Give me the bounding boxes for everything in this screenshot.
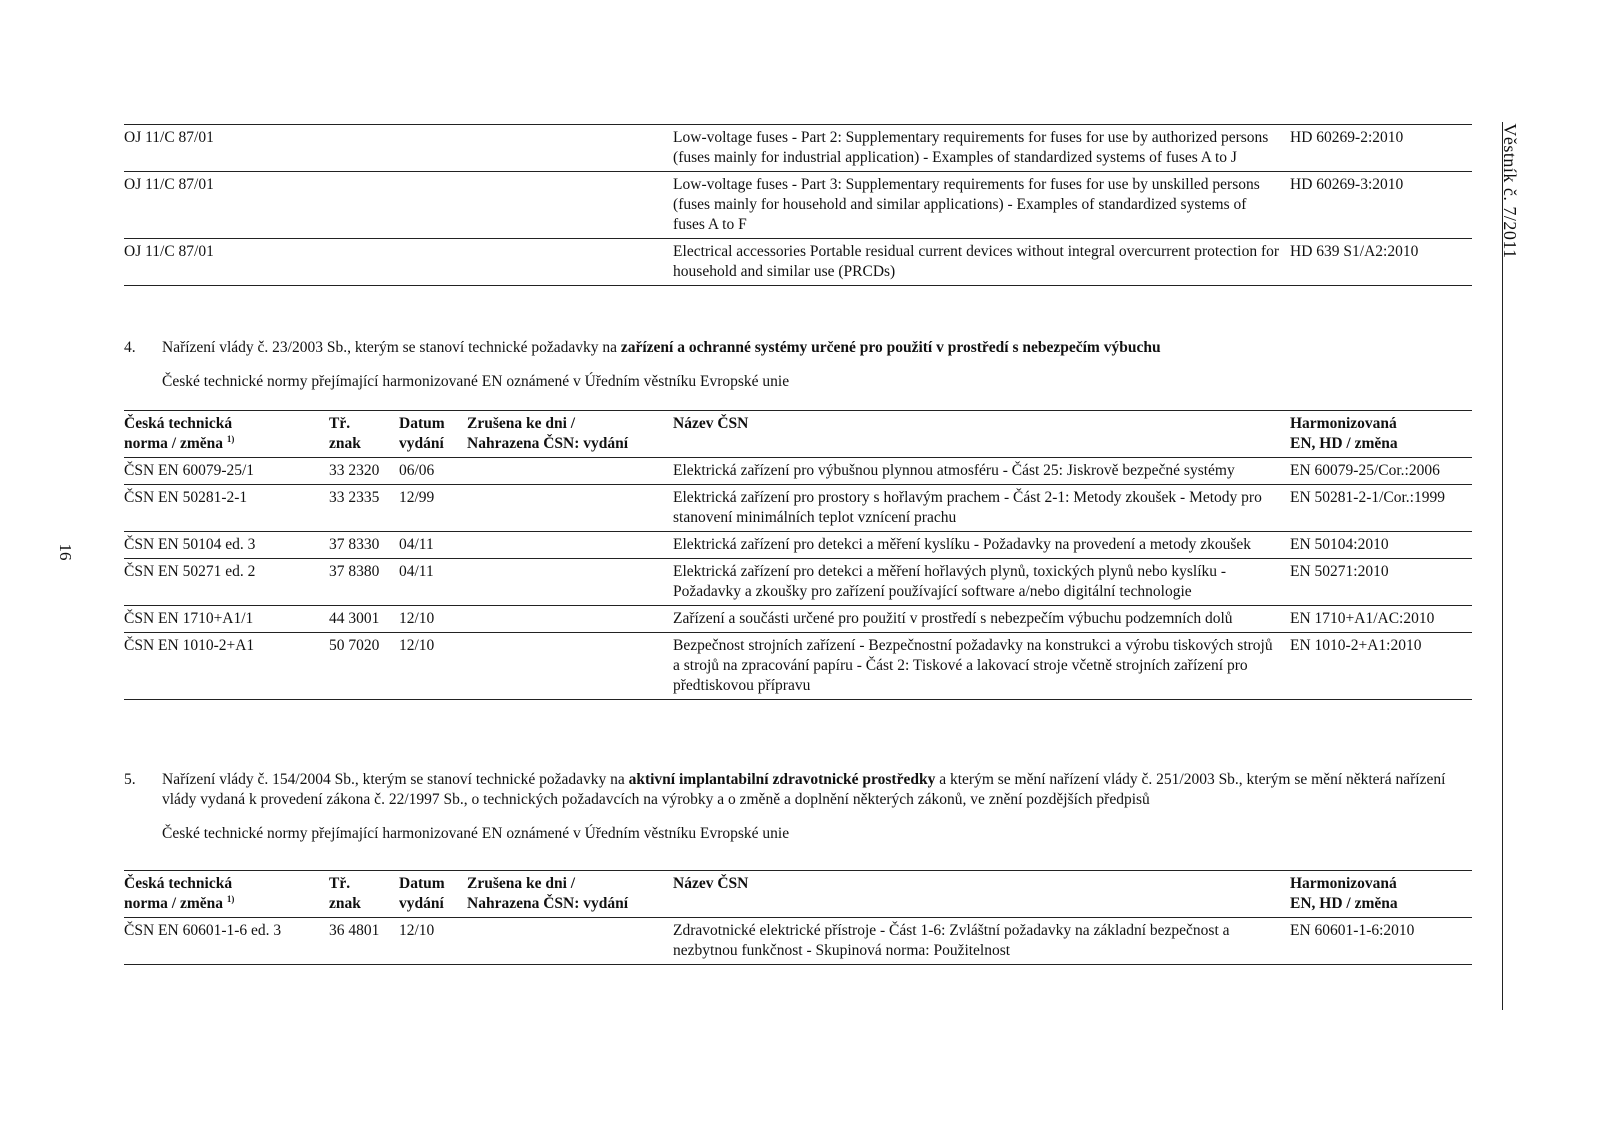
section-4-table [124, 410, 1472, 700]
harmonized-standard: EN 60601-1-6:2010 [1290, 918, 1472, 965]
standard-title: Bezpečnost strojních zařízení - Bezpečnostní požadavky na konstrukci a výrobu tiskových strojů a strojů na zpracování papíru - Část 2: Tiskové a lakovací stroje včetně strojních zařízení pro předtiskovou přípravu [673, 633, 1290, 700]
csn-norm: ČSN EN 60601-1-6 ed. 3 [124, 918, 329, 965]
table-row [124, 918, 1472, 965]
side-divider [1502, 122, 1503, 1010]
harmonized-standard: EN 50281-2-1/Cor.:1999 [1290, 485, 1472, 532]
table-row [124, 633, 1472, 700]
table-row [124, 485, 1472, 532]
withdrawn-replaced [467, 458, 673, 485]
standard-title: Elektrická zařízení pro detekci a měření kyslíku - Požadavky na provedení a metody zkoušek [673, 532, 1290, 559]
table-row [124, 125, 1472, 172]
oj-reference: OJ 11/C 87/01 [124, 172, 673, 239]
harmonized-standard: EN 50271:2010 [1290, 559, 1472, 606]
csn-norm: ČSN EN 50281-2-1 [124, 485, 329, 532]
standard-title: Electrical accessories Portable residual current devices without integral overcurrent protection for household and similar use (PRCDs) [673, 239, 1290, 286]
harmonized-standard: EN 1710+A1/AC:2010 [1290, 606, 1472, 633]
section-5-table [124, 870, 1472, 965]
withdrawn-replaced [467, 532, 673, 559]
page-number: 16 [56, 543, 75, 561]
section-title [162, 338, 1472, 358]
class-code: 37 8380 [329, 559, 399, 606]
header-znak: Tř. znak [329, 411, 399, 458]
csn-norm: ČSN EN 1710+A1/1 [124, 606, 329, 633]
section-4-heading [124, 338, 1472, 392]
standard-title: Low-voltage fuses - Part 3: Supplementary requirements for fuses for use by unskilled persons (fuses mainly for household and similar applications) - Examples of standardized systems of fuses A to F [673, 172, 1290, 239]
oj-reference: OJ 11/C 87/01 [124, 239, 673, 286]
table-row [124, 606, 1472, 633]
issue-date: 12/10 [399, 606, 467, 633]
csn-norm: ČSN EN 1010-2+A1 [124, 633, 329, 700]
withdrawn-replaced [467, 633, 673, 700]
standard-title: Low-voltage fuses - Part 2: Supplementary requirements for fuses for use by authorized persons (fuses mainly for industrial application) - Examples of standardized systems of fuses A to J [673, 125, 1290, 172]
section-title-bold: aktivní implantabilní zdravotnické prostředky [628, 771, 936, 788]
journal-issue-label: Věstník č. 7/2011 [1500, 123, 1520, 259]
withdrawn-replaced [467, 559, 673, 606]
header-norm: Česká technická norma / změna $^{1)}$ [124, 411, 329, 458]
csn-norm: ČSN EN 50104 ed. 3 [124, 532, 329, 559]
table-header-row [124, 871, 1472, 918]
class-code: 36 4801 [329, 918, 399, 965]
section-subtitle: České technické normy přejímající harmonizované EN oznámené v Úředním věstníku Evropské unie [162, 825, 790, 842]
issue-date: 06/06 [399, 458, 467, 485]
class-code: 33 2335 [329, 485, 399, 532]
class-code: 44 3001 [329, 606, 399, 633]
section-title [162, 770, 1472, 810]
harmonized-standard: HD 60269-2:2010 [1290, 125, 1472, 172]
issue-date: 04/11 [399, 559, 467, 606]
header-norm: Česká technická norma / změna $^{1)}$ [124, 871, 329, 918]
standard-title: Elektrická zařízení pro prostory s hořlavým prachem - Část 2-1: Metody zkoušek - Metody pro stanovení minimálních teplot vznícení prachu [673, 485, 1290, 532]
issue-date: 12/99 [399, 485, 467, 532]
table-row [124, 239, 1472, 286]
table-header-row [124, 411, 1472, 458]
section-number: 4. [124, 339, 136, 356]
table-row [124, 458, 1472, 485]
header-harmonizovana: Harmonizovaná EN, HD / změna [1290, 871, 1472, 918]
header-zrusena: Zrušena ke dni / Nahrazena ČSN: vydání [467, 411, 673, 458]
header-datum: Datum vydání [399, 871, 467, 918]
continuation-table [124, 124, 1472, 286]
csn-norm: ČSN EN 60079-25/1 [124, 458, 329, 485]
header-znak: Tř. znak [329, 871, 399, 918]
harmonized-standard: EN 50104:2010 [1290, 532, 1472, 559]
header-datum: Datum vydání [399, 411, 467, 458]
harmonized-standard: HD 639 S1/A2:2010 [1290, 239, 1472, 286]
section-subtitle: České technické normy přejímající harmonizované EN oznámené v Úředním věstníku Evropské unie [162, 373, 790, 390]
header-nazev: Název ČSN [673, 871, 1290, 918]
class-code: 33 2320 [329, 458, 399, 485]
table-row [124, 172, 1472, 239]
issue-date: 12/10 [399, 918, 467, 965]
withdrawn-replaced [467, 485, 673, 532]
header-zrusena: Zrušena ke dni / Nahrazena ČSN: vydání [467, 871, 673, 918]
harmonized-standard: EN 60079-25/Cor.:2006 [1290, 458, 1472, 485]
standard-title: Elektrická zařízení pro výbušnou plynnou atmosféru - Část 25: Jiskrově bezpečné systémy [673, 458, 1290, 485]
standard-title: Zařízení a součásti určené pro použití v prostředí s nebezpečím výbuchu podzemních dolů [673, 606, 1290, 633]
section-title-plain: Nařízení vlády č. 154/2004 Sb., kterým se stanoví technické požadavky na [162, 771, 629, 788]
header-nazev: Název ČSN [673, 411, 1290, 458]
section-title-rest: a kterým se mění nařízení vlády č. 251/2003 Sb., kterým se mění některá nařízení vlády vydaná k provedení zákona č. 22/1997 Sb., o technických požadavcích na výrobky a o změně a doplnění některých zákonů, ve znění pozdějších předpisů [162, 771, 1446, 808]
section-number: 5. [124, 771, 136, 788]
csn-norm: ČSN EN 50271 ed. 2 [124, 559, 329, 606]
issue-date: 04/11 [399, 532, 467, 559]
section-title-plain: Nařízení vlády č. 23/2003 Sb., kterým se stanoví technické požadavky na [162, 339, 621, 356]
harmonized-standard: HD 60269-3:2010 [1290, 172, 1472, 239]
standard-title: Elektrická zařízení pro detekci a měření hořlavých plynů, toxických plynů nebo kyslíku - Požadavky a zkoušky pro zařízení používající software a/nebo digitální technologie [673, 559, 1290, 606]
issue-date: 12/10 [399, 633, 467, 700]
class-code: 37 8330 [329, 532, 399, 559]
table-row [124, 532, 1472, 559]
oj-reference: OJ 11/C 87/01 [124, 125, 673, 172]
section-title-bold: zařízení a ochranné systémy určené pro použití v prostředí s nebezpečím výbuchu [620, 339, 1161, 356]
standard-title: Zdravotnické elektrické přístroje - Část 1-6: Zvláštní požadavky na základní bezpečnost a nezbytnou funkčnost - Skupinová norma: Použitelnost [673, 918, 1290, 965]
class-code: 50 7020 [329, 633, 399, 700]
harmonized-standard: EN 1010-2+A1:2010 [1290, 633, 1472, 700]
section-5-heading [124, 770, 1472, 844]
withdrawn-replaced [467, 918, 673, 965]
table-row [124, 559, 1472, 606]
withdrawn-replaced [467, 606, 673, 633]
header-harmonizovana: Harmonizovaná EN, HD / změna [1290, 411, 1472, 458]
